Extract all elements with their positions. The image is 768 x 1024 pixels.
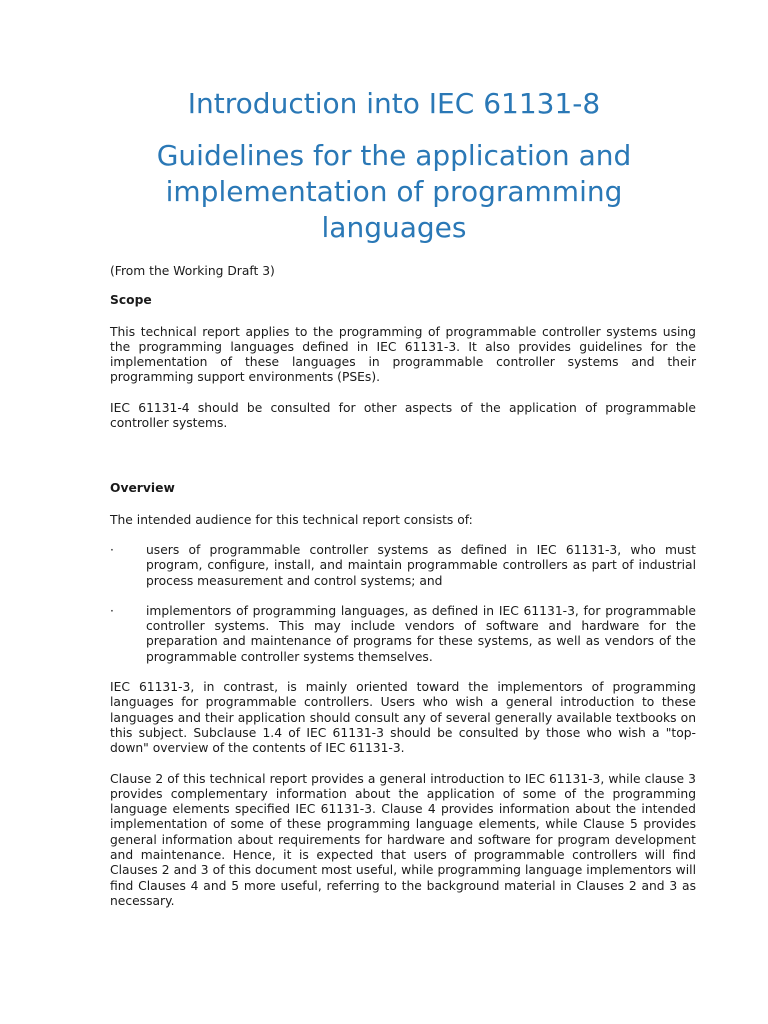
overview-intro: The intended audience for this technical report consists of:	[110, 512, 473, 527]
source-note: (From the Working Draft 3)	[110, 264, 275, 278]
document-subtitle: Guidelines for the application and implementation of programming languages	[156, 139, 632, 244]
bullet-marker: ·	[110, 603, 114, 618]
list-item-text: implementors of programming languages, as defined in IEC 61131-3, for programmable controller systems. This may include vendors of software and hardware for the preparation and maintenance of programs for these systems, as well as vendors of the programmable controller systems themselves.	[146, 603, 696, 664]
scope-heading: Scope	[110, 293, 152, 308]
audience-list	[110, 543, 696, 665]
list-item	[110, 543, 696, 589]
overview-heading: Overview	[110, 481, 175, 496]
overview-paragraph: Clause 2 of this technical report provides a general introduction to IEC 61131-3, while clause 3 provides complementary information about the application of some of the programming language elements specified IEC 61131-3. Clause 4 provides information about the intended implementation of some of these programming language elements, while Clause 5 provides general information about requirements for hardware and software for program development and maintenance. Hence, it is expected that users of programmable controllers will find Clauses 2 and 3 of this document most useful, while programming language implementors will find Clauses 4 and 5 more useful, referring to the background material in Clauses 2 and 3 as necessary.	[110, 771, 696, 908]
scope-paragraph: This technical report applies to the programming of programmable controller systems using the programming languages defined in IEC 61131-3. It also provides guidelines for the implementation of these languages in programmable controller systems and their programming support environments (PSEs).	[110, 324, 696, 385]
list-item-text: users of programmable controller systems as defined in IEC 61131-3, who must program, configure, install, and maintain programmable controllers as part of industrial process measurement and control systems; and	[146, 542, 696, 588]
overview-section	[110, 481, 696, 909]
list-item	[110, 604, 696, 665]
scope-section	[110, 293, 696, 431]
document-title: Introduction into IEC 61131-8	[187, 87, 601, 120]
bullet-marker: ·	[110, 542, 114, 557]
overview-paragraph: IEC 61131-3, in contrast, is mainly oriented toward the implementors of programming languages for programmable controllers. Users who wish a general introduction to these languages and their application should consult any of several generally available textbooks on this subject. Subclause 1.4 of IEC 61131-3 should be consulted by those who wish a "top-down" overview of the contents of IEC 61131-3.	[110, 680, 696, 756]
scope-paragraph: IEC 61131-4 should be consulted for other aspects of the application of programmable controller systems.	[110, 400, 696, 431]
